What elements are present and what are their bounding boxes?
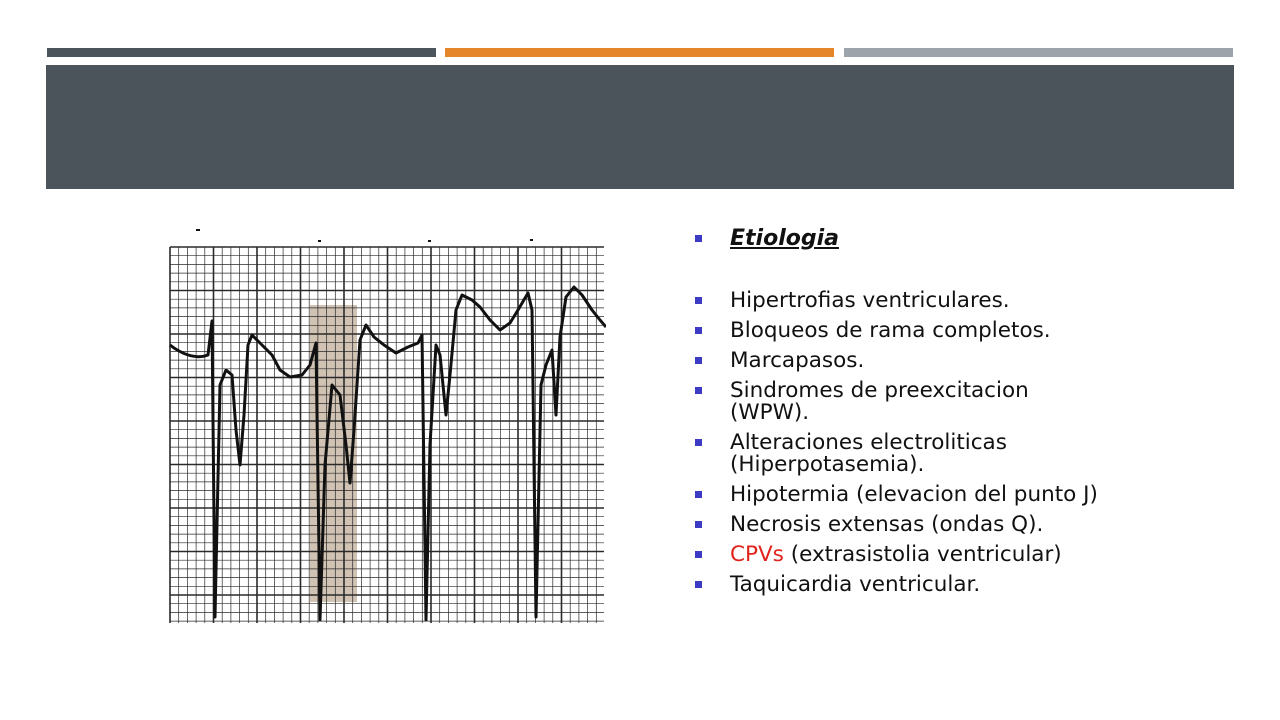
list-item bbox=[692, 574, 1112, 596]
list-heading bbox=[692, 228, 1112, 250]
square-bullet-icon bbox=[695, 387, 702, 394]
accent-bar-orange bbox=[445, 48, 834, 57]
list-item-text: Sindromes de preexcitacion (WPW). bbox=[730, 378, 1029, 425]
list-item bbox=[692, 380, 1112, 424]
square-bullet-icon bbox=[695, 551, 702, 558]
list-item-text: Marcapasos. bbox=[730, 348, 865, 373]
list-item-cpv bbox=[692, 544, 1112, 566]
heading-text: Etiologia bbox=[730, 226, 839, 251]
accent-bar-gray bbox=[844, 48, 1233, 57]
square-bullet-icon bbox=[695, 491, 702, 498]
list-item bbox=[692, 290, 1112, 312]
etiology-list bbox=[692, 228, 1112, 596]
square-bullet-icon bbox=[695, 581, 702, 588]
list-item-text: Necrosis extensas (ondas Q). bbox=[730, 512, 1044, 537]
square-bullet-icon bbox=[695, 439, 702, 446]
list-item-text: Alteraciones electroliticas (Hiperpotasemia). bbox=[730, 430, 1007, 477]
list-item-text: Hipotermia (elevacion del punto J) bbox=[730, 482, 1098, 507]
list-item-text: Bloqueos de rama completos. bbox=[730, 318, 1051, 343]
title-band bbox=[46, 65, 1234, 189]
square-bullet-icon bbox=[695, 327, 702, 334]
square-bullet-icon bbox=[695, 297, 702, 304]
square-bullet-icon bbox=[695, 357, 702, 364]
list-item bbox=[692, 432, 1112, 476]
list-item bbox=[692, 484, 1112, 506]
list-item-text: Taquicardia ventricular. bbox=[730, 572, 981, 597]
list-item bbox=[692, 320, 1112, 342]
ecg-strip-image bbox=[160, 225, 606, 630]
list-item bbox=[692, 514, 1112, 536]
list-item bbox=[692, 350, 1112, 372]
cpv-highlight-text: CPVs bbox=[730, 542, 784, 567]
cpv-rest-text: (extrasistolia ventricular) bbox=[783, 542, 1062, 567]
ecg-strip-svg bbox=[160, 225, 606, 630]
list-item-text: Hipertrofias ventriculares. bbox=[730, 288, 1010, 313]
square-bullet-icon bbox=[695, 235, 702, 242]
accent-bar-dark bbox=[47, 48, 436, 57]
square-bullet-icon bbox=[695, 521, 702, 528]
